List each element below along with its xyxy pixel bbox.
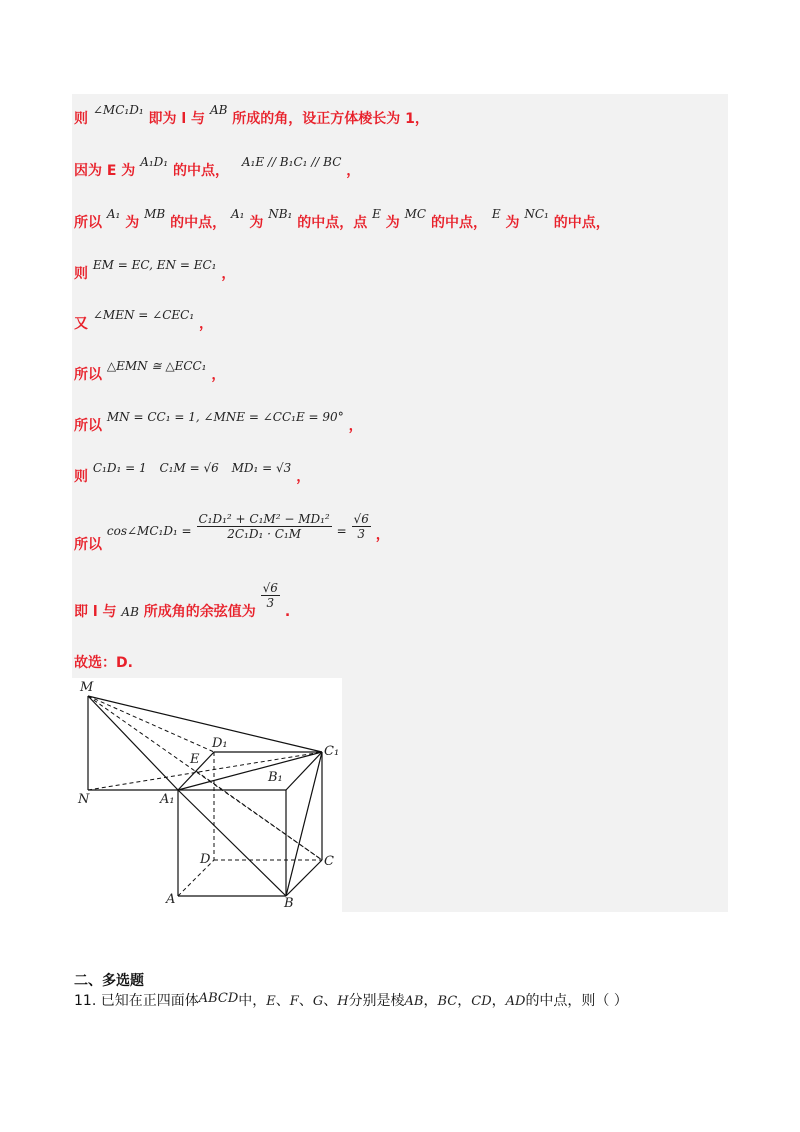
math-nb1: NB₁ [268, 207, 293, 221]
final-fraction [261, 581, 280, 610]
text: 所以 [74, 215, 102, 231]
solution-line-7 [74, 410, 363, 435]
edge-MC1 [88, 696, 322, 752]
question-11 [74, 990, 628, 1010]
math-cos: cos∠MC₁D₁ = [106, 523, 192, 538]
dash-MD1 [88, 696, 214, 752]
label-A: A [166, 892, 176, 907]
solution-line-10 [74, 581, 291, 620]
text: ， [199, 316, 214, 332]
text: 的中点，点 [297, 215, 368, 231]
text: ， [346, 163, 361, 179]
math-mc: MC [404, 207, 427, 221]
solution-line-1 [74, 103, 429, 128]
text: 分别是棱 [348, 993, 405, 1009]
numerator: √6 [262, 581, 278, 595]
label-A1: A₁ [160, 792, 175, 807]
math-a1: A₁ [230, 207, 245, 221]
math-equation: MN = CC₁ = 1, ∠MNE = ∠CC₁E = 90° [106, 410, 344, 424]
cos-fraction [197, 512, 332, 541]
math: E [266, 994, 276, 1009]
text: ， [296, 469, 311, 485]
math-parallel: A₁E // B₁C₁ // BC [241, 155, 342, 169]
numerator: C₁D₁² + C₁M² − MD₁² [198, 512, 330, 526]
text: 所成的角，设正方体棱长为 1， [232, 111, 429, 127]
text: 为 [249, 215, 264, 231]
math-equation: ∠MEN = ∠CEC₁ [92, 308, 195, 322]
text: 则 [74, 266, 88, 282]
edge-BC [286, 860, 322, 896]
text: 的中点， [430, 215, 487, 231]
text: 的中点， [170, 215, 227, 231]
solution-line-11 [74, 652, 133, 672]
text: 即 l 与 [74, 603, 117, 620]
text: 为 [385, 215, 400, 231]
cube-figure [72, 678, 342, 912]
solution-line-9: 所以 cos∠MC₁D₁ = $\frac{\text{C₁D₁² + C₁M² − MD₁²}}{\text{2C₁D₁ · C₁M}}$ = $\frac{√6}{3}$ ， [74, 512, 390, 553]
text: 所成角的余弦值为 [143, 603, 256, 620]
math-equation: MD₁ = √3 [231, 461, 292, 475]
text: 为 [505, 215, 520, 231]
text: . [284, 603, 291, 620]
question-number: 11. [74, 993, 97, 1009]
edge-B1C1 [286, 752, 322, 790]
text: ， [457, 993, 472, 1009]
solution-line-5 [74, 308, 214, 333]
math-equation: EM = EC, EN = EC₁ [92, 258, 217, 272]
numerator: √6 [353, 512, 369, 526]
text: ， [491, 993, 506, 1009]
math: F [289, 994, 299, 1009]
text: 的中点， [172, 163, 229, 179]
label-B1: B₁ [268, 770, 283, 785]
text: ， [348, 418, 363, 434]
math: ABCD [198, 991, 239, 1006]
text: 、 [323, 993, 338, 1009]
math-equation: C₁D₁ = 1 [92, 461, 147, 475]
text: 已知在正四面体 [100, 993, 199, 1009]
label-C: C [324, 854, 334, 869]
math-nc1: NC₁ [524, 207, 549, 221]
text: 、 [275, 993, 290, 1009]
edge-BC1 [286, 752, 322, 896]
label-D: D [200, 852, 211, 867]
math-e: E [491, 207, 501, 221]
text: ， [375, 526, 390, 543]
text: 又 [74, 316, 88, 332]
answer-choice: 故选：D. [74, 655, 133, 671]
math: AB [404, 994, 424, 1009]
text: 所以 [74, 536, 102, 553]
math: G [312, 994, 324, 1009]
text: 中， [238, 993, 267, 1009]
text: ， [211, 367, 226, 383]
math-ab: AB [121, 604, 139, 619]
label-D1: D₁ [212, 736, 228, 751]
text: 所以 [74, 418, 102, 434]
solution-line-2 [74, 155, 361, 180]
math: AD [505, 994, 526, 1009]
math-mb: MB [144, 207, 166, 221]
solution-line-4 [74, 258, 236, 283]
solution-line-3 [74, 207, 610, 232]
text: 即为 l 与 [148, 111, 206, 127]
section-heading: 二、多选题 [74, 973, 144, 989]
text: 则 [74, 469, 88, 485]
text: 所以 [74, 367, 102, 383]
math: H [337, 994, 349, 1009]
math-a1: A₁ [106, 207, 121, 221]
label-B: B [284, 896, 294, 911]
label-M: M [80, 680, 94, 695]
text: 的中点， [553, 215, 610, 231]
math: CD [471, 994, 492, 1009]
text: ， [221, 266, 236, 282]
text: 的中点，则（ ） [525, 993, 628, 1009]
label-N: N [78, 792, 90, 807]
denominator: 2C₁D₁ · C₁M [227, 527, 301, 541]
cube-diagram [72, 678, 342, 912]
math-equation: △EMN ≅ △ECC₁ [106, 359, 207, 373]
denominator: 3 [266, 596, 275, 610]
edge-MA1 [88, 696, 178, 790]
math-e: E [372, 207, 381, 221]
dash-NC1 [88, 752, 322, 790]
cos-result-fraction [352, 512, 371, 541]
math-angle: ∠MC₁D₁ [92, 103, 144, 117]
text: 、 [298, 993, 313, 1009]
label-C1: C₁ [324, 744, 340, 759]
text: 因为 E 为 [74, 163, 136, 179]
text: 为 [125, 215, 140, 231]
label-E: E [190, 752, 200, 767]
solution-line-8 [74, 461, 311, 486]
math-ab: AB [209, 103, 228, 117]
math-equation: C₁M = √6 [159, 461, 219, 475]
math-a1d1: A₁D₁ [140, 155, 169, 169]
math: BC [437, 994, 458, 1009]
text: ， [423, 993, 438, 1009]
solution-line-6 [74, 359, 226, 384]
denominator: 3 [357, 527, 365, 541]
text: 则 [74, 111, 88, 127]
dash-MC [88, 696, 322, 860]
